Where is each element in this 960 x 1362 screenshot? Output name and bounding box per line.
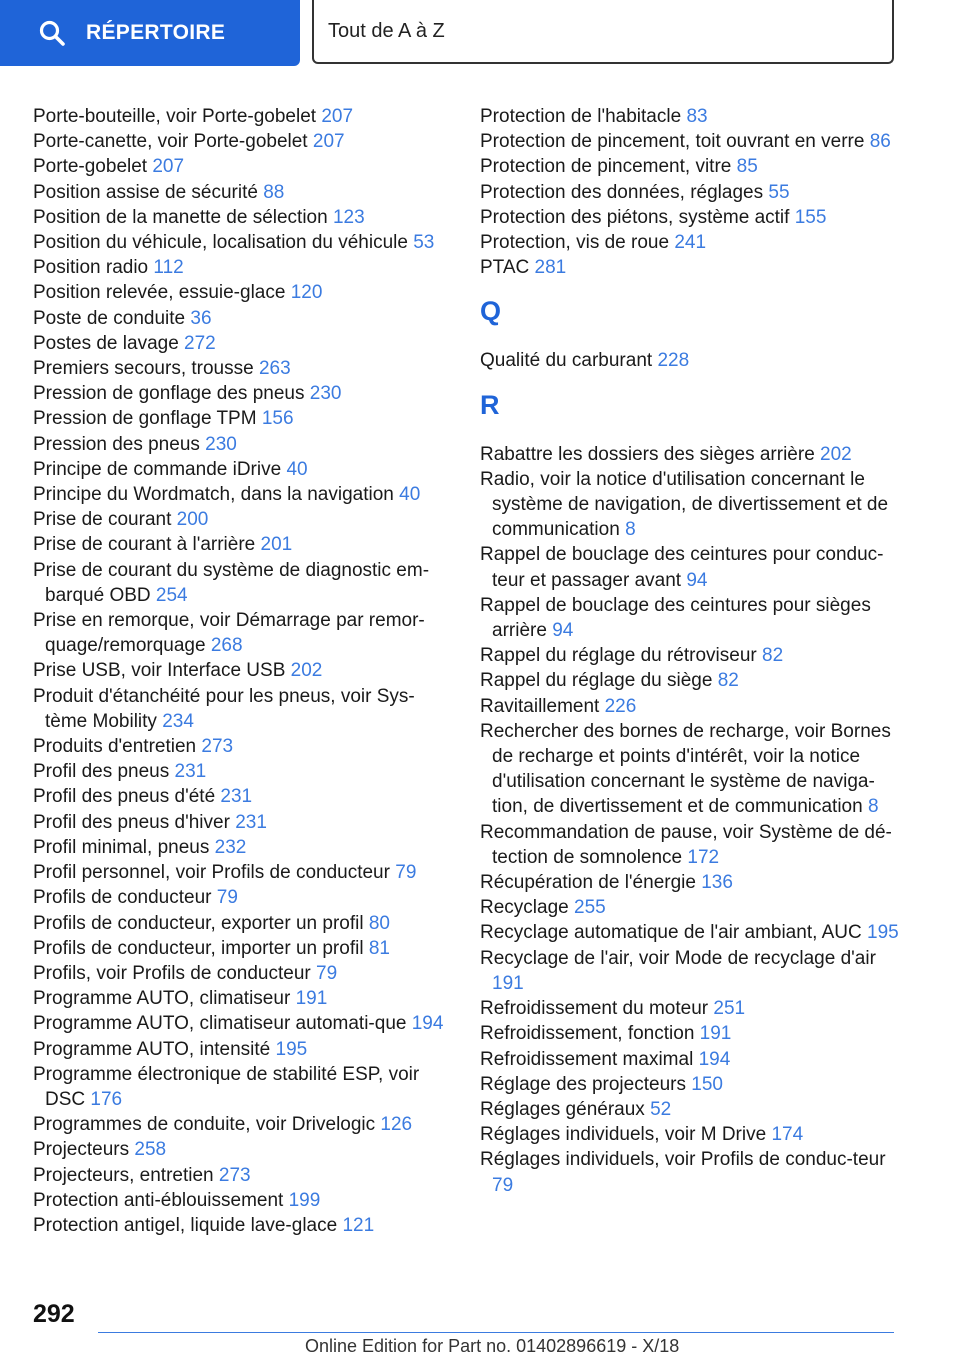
index-entry-text: Position relevée, essuie-glace	[33, 282, 286, 304]
index-entry	[480, 668, 900, 693]
index-entry	[33, 558, 453, 608]
page-link[interactable]: 40	[286, 458, 308, 480]
index-entry	[480, 870, 900, 895]
index-entry-text: Position de la manette de sélection	[33, 206, 328, 228]
index-entry	[480, 643, 900, 668]
section-letter-q: Q	[480, 296, 502, 327]
index-entry-text: Projecteurs	[33, 1139, 130, 1161]
page-link[interactable]: 231	[235, 811, 267, 833]
index-entry	[33, 1112, 453, 1137]
index-entry	[33, 1011, 453, 1036]
index-entry	[480, 1122, 900, 1147]
index-entry	[33, 482, 453, 507]
index-entry-text: Protection de pincement, toit ouvrant en verre	[480, 131, 865, 153]
page-link[interactable]: 156	[261, 408, 294, 430]
index-entry-text: Profils de conducteur, exporter un profil	[33, 912, 364, 934]
index-column-right	[480, 104, 900, 1198]
index-entry-text: Rappel du réglage du siège	[480, 670, 713, 692]
index-entry-text: Réglages généraux	[480, 1098, 645, 1120]
page-link[interactable]: 226	[604, 695, 637, 717]
index-entry	[33, 532, 453, 557]
index-entry-text: Premiers secours, trousse	[33, 358, 254, 380]
index-entry-text: Porte-gobelet	[33, 156, 148, 178]
index-entry-text: Refroidissement maximal	[480, 1048, 694, 1070]
index-entry	[33, 961, 453, 986]
page-link[interactable]: 55	[768, 181, 790, 203]
index-entry-text: Programme AUTO, climatiseur	[33, 988, 291, 1010]
index-entry	[480, 129, 900, 154]
index-group-r	[480, 442, 900, 1198]
page-link[interactable]: 120	[290, 282, 323, 304]
index-entry	[480, 348, 900, 373]
index-entry	[480, 920, 900, 945]
index-entry	[33, 810, 453, 835]
page-link[interactable]: 207	[312, 131, 345, 153]
page-link[interactable]: 82	[717, 670, 739, 692]
page-link[interactable]: 258	[134, 1139, 167, 1161]
page-link[interactable]: 194	[698, 1048, 731, 1070]
index-entry	[480, 230, 900, 255]
index-entry	[480, 1072, 900, 1097]
page-link[interactable]: 79	[216, 887, 238, 909]
index-entry	[33, 759, 453, 784]
index-entry-text: Profils, voir Profils de conducteur	[33, 962, 311, 984]
page-link[interactable]: 85	[736, 156, 758, 178]
page-link[interactable]: 136	[701, 872, 733, 894]
index-entry-text: Prise en remorque, voir Démarrage par remor-quage/remorquage	[33, 610, 425, 657]
index-entry-text: Rabattre les dossiers des sièges arrière	[480, 443, 815, 465]
index-entry-text: Protection des piétons, système actif	[480, 206, 790, 228]
page-link[interactable]: 254	[155, 584, 188, 606]
page-link[interactable]: 94	[552, 620, 574, 642]
page-link[interactable]: 231	[220, 786, 253, 808]
page-link[interactable]: 88	[263, 181, 285, 203]
index-entry-text: Profil des pneus	[33, 761, 170, 783]
index-entry-text: Rechercher des bornes de recharge, voir Bornes de recharge et points d'intérêt, voir la notice d'utilisation concernant le système de naviga-tion, de divertissement et de communication	[480, 720, 891, 818]
footer-edition: Online Edition for Part no. 01402896619 - X/18	[305, 1336, 680, 1356]
index-entry-text: Programme AUTO, climatiseur automati-que	[33, 1013, 407, 1035]
page-link[interactable]: 123	[332, 206, 365, 228]
index-entry	[33, 104, 453, 129]
index-entry-text: Protection de l'habitacle	[480, 106, 682, 127]
index-entry	[33, 280, 453, 305]
index-entry	[33, 306, 453, 331]
index-entry-text: Prise de courant du système de diagnostic em-barqué OBD	[33, 559, 430, 606]
index-column-left	[33, 104, 453, 1238]
page-link[interactable]: 195	[867, 922, 899, 944]
index-entry	[480, 895, 900, 920]
tab-a-to-z-label: Tout de A à Z	[328, 19, 445, 42]
index-entry	[33, 180, 453, 205]
page-link[interactable]: 263	[258, 358, 291, 380]
page-link[interactable]: 150	[691, 1073, 723, 1095]
index-entry-text: Programme électronique de stabilité ESP, voir DSC	[33, 1063, 420, 1110]
index-entry-text: Pression de gonflage TPM	[33, 408, 257, 430]
index-entry-text: Réglages individuels, voir M Drive	[480, 1124, 767, 1146]
page-link[interactable]: 199	[288, 1189, 321, 1211]
index-entry	[480, 593, 900, 643]
page-link[interactable]: 273	[218, 1164, 251, 1186]
section-letter-r: R	[480, 389, 500, 420]
index-entry-text: Profil personnel, voir Profils de conducteur	[33, 862, 390, 884]
page-link[interactable]: 191	[699, 1023, 732, 1045]
index-entry-text: Réglages individuels, voir Profils de conduc-teur	[480, 1149, 886, 1171]
index-entry-text: Protection anti-éblouissement	[33, 1189, 284, 1211]
index-entry-text: Postes de lavage	[33, 332, 179, 354]
index-entry	[33, 835, 453, 860]
page-link[interactable]: 207	[152, 156, 185, 178]
index-entry-text: Projecteurs, entretien	[33, 1164, 214, 1186]
index-entry-text: Recyclage	[480, 897, 569, 919]
index-entry	[33, 936, 453, 961]
index-entry	[33, 432, 453, 457]
index-entry-text: Produits d'entretien	[33, 736, 197, 758]
index-entry-text: Ravitaillement	[480, 695, 600, 717]
page-link[interactable]: 53	[413, 232, 435, 254]
index-entry-text: Profils de conducteur	[33, 887, 212, 909]
index-entry	[33, 507, 453, 532]
index-entry-text: Pression des pneus	[33, 433, 200, 455]
page-link[interactable]: 232	[214, 836, 247, 858]
page-link[interactable]: 194	[411, 1013, 444, 1035]
index-entry-text: Porte-bouteille, voir Porte-gobelet	[33, 106, 317, 127]
index-entry	[33, 986, 453, 1011]
page-link[interactable]: 191	[492, 972, 524, 994]
index-entry-text: Recommandation de pause, voir Système de dé-tection de somnolence	[480, 821, 892, 868]
index-entry	[480, 1047, 900, 1072]
index-entry	[33, 784, 453, 809]
page-link[interactable]: 230	[205, 433, 237, 455]
header	[0, 0, 960, 66]
index-entry	[33, 1213, 453, 1238]
index-entry	[33, 911, 453, 936]
index-entry	[480, 104, 900, 129]
page-link[interactable]: 52	[650, 1098, 672, 1120]
index-entry	[33, 885, 453, 910]
index-entry	[33, 684, 453, 734]
index-entry	[33, 381, 453, 406]
index-entry-text: Pression de gonflage des pneus	[33, 383, 305, 405]
index-entry	[33, 1062, 453, 1112]
search-icon	[38, 19, 66, 47]
footer-divider	[98, 1332, 894, 1333]
index-entry-text: Protection antigel, liquide lave-glace	[33, 1214, 338, 1236]
page-link[interactable]: 191	[295, 988, 328, 1010]
index-entry-text: Qualité du carburant	[480, 350, 653, 372]
page-link[interactable]: 86	[869, 131, 891, 153]
index-entry-text: Prise USB, voir Interface USB	[33, 660, 286, 682]
index-entry	[33, 406, 453, 431]
index-entry-text: Refroidissement, fonction	[480, 1023, 695, 1045]
index-entry-text: PTAC	[480, 257, 530, 279]
page-link[interactable]: 79	[395, 862, 417, 884]
page-link[interactable]: 81	[368, 937, 390, 959]
page-link[interactable]: 94	[686, 569, 708, 591]
index-entry	[33, 658, 453, 683]
page-link[interactable]: 272	[184, 332, 216, 354]
index-entry-text: Rappel du réglage du rétroviseur	[480, 645, 757, 667]
page-link[interactable]: 281	[534, 257, 567, 279]
page-link[interactable]: 121	[342, 1214, 375, 1236]
index-entry-text: Position assise de sécurité	[33, 181, 258, 203]
index-entry	[480, 694, 900, 719]
index-entry	[33, 1137, 453, 1162]
page-link[interactable]: 231	[174, 761, 207, 783]
page-link[interactable]: 36	[190, 307, 212, 329]
index-entry	[480, 996, 900, 1021]
page-link[interactable]: 230	[309, 383, 342, 405]
index-entry	[33, 1188, 453, 1213]
page-link[interactable]: 112	[153, 257, 184, 279]
index-entry	[33, 356, 453, 381]
index-entry-text: Prise de courant	[33, 509, 172, 531]
index-entry	[33, 129, 453, 154]
index-entry	[33, 331, 453, 356]
index-entry-text: Recyclage automatique de l'air ambiant, AUC	[480, 922, 862, 944]
page-link[interactable]: 241	[674, 232, 707, 254]
page-link[interactable]: 273	[201, 736, 234, 758]
index-entry-text: Programme AUTO, intensité	[33, 1038, 271, 1060]
index-entry	[33, 230, 453, 255]
page-link[interactable]: 207	[321, 106, 354, 127]
index-entry	[480, 1097, 900, 1122]
index-entry-text: Prise de courant à l'arrière	[33, 534, 256, 556]
index-entry-text: Principe du Wordmatch, dans la navigation	[33, 484, 394, 506]
page-link[interactable]: 195	[275, 1038, 308, 1060]
index-entry-text: Rappel de bouclage des ceintures pour conduc-teur et passager avant	[480, 544, 884, 591]
index-entry-text: Produit d'étanchéité pour les pneus, voir Sys-tème Mobility	[33, 685, 415, 732]
index-entry-text: Protection, vis de roue	[480, 232, 670, 254]
index-entry	[33, 1163, 453, 1188]
page-link[interactable]: 251	[713, 998, 746, 1020]
page-link[interactable]: 8	[625, 519, 636, 541]
page-link[interactable]: 176	[90, 1088, 123, 1110]
index-entry-text: Protection de pincement, vitre	[480, 156, 732, 178]
page-link[interactable]: 8	[867, 796, 879, 818]
page-link[interactable]: 83	[686, 106, 708, 127]
index-entry	[480, 1021, 900, 1046]
index-entry	[480, 946, 900, 996]
tab-repertoire[interactable]	[0, 0, 300, 66]
index-entry	[480, 1147, 900, 1197]
index-entry-text: Programmes de conduite, voir Drivelogic	[33, 1114, 376, 1136]
page-link[interactable]: 202	[820, 443, 852, 465]
index-entry	[480, 154, 900, 179]
page-link[interactable]: 268	[210, 635, 243, 657]
index-entry-text: Porte-canette, voir Porte-gobelet	[33, 131, 308, 153]
index-group-q	[480, 348, 900, 373]
page-link[interactable]: 126	[380, 1114, 413, 1136]
index-entry	[480, 542, 900, 592]
index-entry-text: Protection des données, réglages	[480, 181, 764, 203]
index-entry-text: Refroidissement du moteur	[480, 998, 709, 1020]
index-entry	[33, 734, 453, 759]
page-link[interactable]: 255	[574, 897, 606, 919]
page-link[interactable]: 79	[492, 1174, 514, 1196]
index-entry-text: Poste de conduite	[33, 307, 186, 329]
index-entry-text: Profil des pneus d'hiver	[33, 811, 230, 833]
index-entry-text: Profil minimal, pneus	[33, 836, 210, 858]
index-group-p	[480, 104, 900, 280]
page-link[interactable]: 79	[316, 962, 338, 984]
tab-a-to-z[interactable]	[312, 0, 894, 64]
index-entry-text: Réglage des projecteurs	[480, 1073, 686, 1095]
index-entry	[480, 205, 900, 230]
page-link[interactable]: 202	[290, 660, 323, 682]
page-link[interactable]: 82	[762, 645, 784, 667]
page-link[interactable]: 80	[368, 912, 390, 934]
page-link[interactable]: 172	[687, 846, 720, 868]
index-entry	[480, 719, 900, 820]
page-link[interactable]: 155	[794, 206, 827, 228]
index-entry	[480, 180, 900, 205]
page-link[interactable]: 200	[176, 509, 209, 531]
tab-repertoire-label: RÉPERTOIRE	[86, 21, 226, 44]
page-link[interactable]: 40	[399, 484, 421, 506]
index-entry	[480, 255, 900, 280]
index-entry	[33, 608, 453, 658]
page-link[interactable]: 234	[162, 710, 194, 732]
index-entry	[33, 154, 453, 179]
index-entry	[480, 442, 900, 467]
index-entry	[33, 1037, 453, 1062]
index-entry	[480, 820, 900, 870]
page-number: 292	[33, 1300, 75, 1328]
index-entry-text: Recyclage de l'air, voir Mode de recyclage d'air	[480, 947, 876, 969]
index-entry	[33, 860, 453, 885]
page-link[interactable]: 201	[260, 534, 293, 556]
index-entry-text: Radio, voir la notice d'utilisation concernant le système de navigation, de divertissement et de communication	[480, 468, 889, 541]
page-link[interactable]: 174	[771, 1124, 804, 1146]
index-entry-text: Profils de conducteur, importer un profil	[33, 937, 364, 959]
index-entry	[33, 255, 453, 280]
page-link[interactable]: 228	[657, 350, 690, 372]
index-entry	[33, 457, 453, 482]
index-entry-text: Récupération de l'énergie	[480, 872, 696, 894]
index-entry-text: Profil des pneus d'été	[33, 786, 216, 808]
index-entry-text: Rappel de bouclage des ceintures pour sièges arrière	[480, 594, 871, 642]
index-entry	[480, 467, 900, 543]
index-entry-text: Principe de commande iDrive	[33, 458, 282, 480]
index-entry	[33, 205, 453, 230]
index-entry-text: Position radio	[33, 257, 149, 279]
index-entry-text: Position du véhicule, localisation du véhicule	[33, 232, 408, 254]
